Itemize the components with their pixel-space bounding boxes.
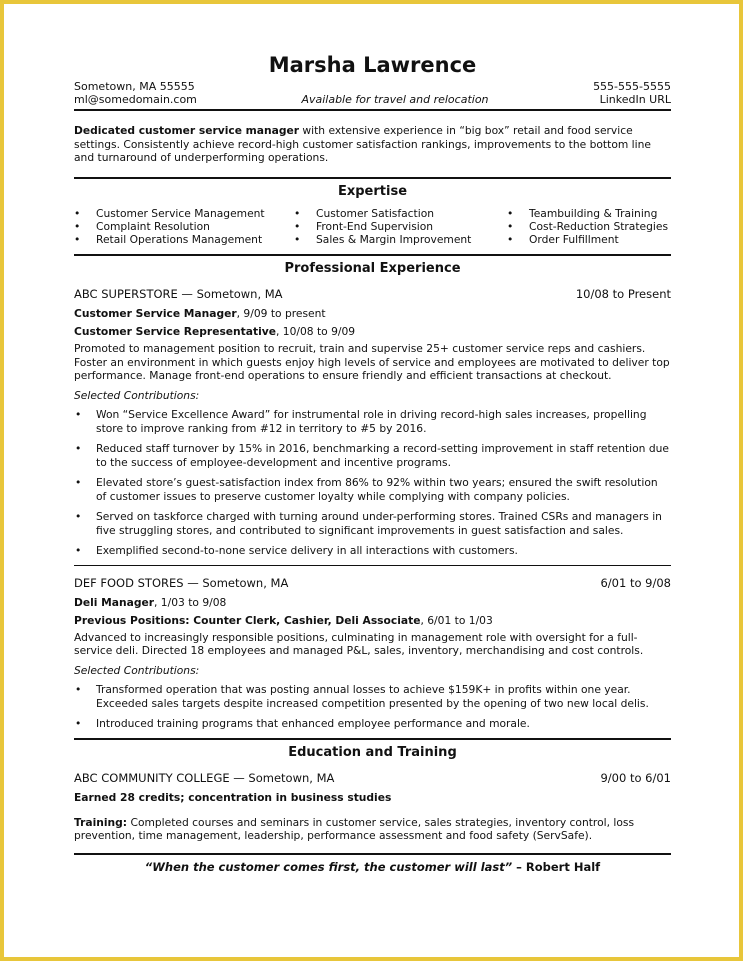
summary bbox=[74, 124, 671, 165]
expertise-list bbox=[74, 207, 671, 247]
training-text: Completed courses and seminars in customer service, sales strategies, inventory control, loss prevention, time management, leadership, performance assessment and food safety (ServSafe). bbox=[74, 815, 635, 843]
expertise-item: • Order Fulfillment bbox=[507, 233, 671, 246]
expertise-item: • Customer Service Management bbox=[74, 207, 294, 220]
selected-contributions-label: Selected Contributions: bbox=[74, 388, 200, 402]
role-dates: , 6/01 to 1/03 bbox=[420, 613, 493, 627]
job-dates: 6/01 to 9/08 bbox=[600, 575, 671, 590]
role-line bbox=[74, 612, 671, 630]
contact-left bbox=[74, 80, 197, 106]
expertise-col-2 bbox=[294, 207, 507, 247]
expertise-item: • Front-End Supervision bbox=[294, 220, 507, 233]
quote-author: – Robert Half bbox=[512, 859, 601, 874]
training-label: Training: bbox=[74, 815, 128, 829]
expertise-divider bbox=[74, 254, 671, 256]
expertise-item: • Retail Operations Management bbox=[74, 233, 294, 246]
credits-line bbox=[74, 789, 671, 807]
expertise-item: • Sales & Margin Improvement bbox=[294, 233, 507, 246]
role-title: Deli Manager bbox=[74, 595, 155, 609]
summary-divider bbox=[74, 177, 671, 179]
training bbox=[74, 816, 671, 843]
role-title: Previous Positions: Counter Clerk, Cashier, Deli Associate bbox=[74, 613, 421, 627]
expertise-item: • Complaint Resolution bbox=[74, 220, 294, 233]
school: ABC COMMUNITY COLLEGE — Sometown, MA bbox=[74, 770, 335, 785]
contribution-item: • Served on taskforce charged with turning around under-performing stores. Trained CSRs and managers in five struggling stores, and contributed to significant improvements in guest satisfaction and sales. bbox=[74, 510, 671, 537]
education-dates: 9/00 to 6/01 bbox=[600, 770, 671, 785]
expertise-item: • Teambuilding & Training bbox=[507, 207, 671, 220]
experience-title: Professional Experience bbox=[284, 261, 461, 277]
job-description: Promoted to management position to recruit, train and supervise 25+ customer service reps and cashiers. Foster an environment in which guests enjoy high levels of service and employees are motivated to deliver top performance. Manage front-end operations to ensure friendly and efficient transactions at checkout. bbox=[74, 342, 670, 383]
job-divider bbox=[74, 565, 671, 566]
expertise-col-3 bbox=[507, 207, 671, 247]
employer: DEF FOOD STORES — Sometown, MA bbox=[74, 575, 289, 590]
job-header bbox=[74, 287, 671, 301]
job-dates: 10/08 to Present bbox=[575, 287, 671, 302]
education-header bbox=[74, 771, 671, 785]
contribution-item: • Introduced training programs that enhanced employee performance and morale. bbox=[74, 717, 671, 731]
experience-divider bbox=[74, 738, 671, 740]
selected-contributions-label: Selected Contributions: bbox=[74, 663, 200, 677]
expertise-item: • Customer Satisfaction bbox=[294, 207, 507, 220]
expertise-item: • Cost-Reduction Strategies bbox=[507, 220, 671, 233]
contact-right bbox=[593, 80, 671, 106]
footer-quote bbox=[74, 860, 671, 874]
role-title: Customer Service Manager bbox=[74, 307, 237, 321]
expertise-title: Expertise bbox=[337, 183, 408, 199]
role-dates: , 10/08 to 9/09 bbox=[275, 325, 356, 339]
role-line bbox=[74, 305, 671, 323]
job-header bbox=[74, 576, 671, 590]
header-divider bbox=[74, 109, 671, 111]
credits: Earned 28 credits; concentration in business studies bbox=[74, 790, 392, 804]
job-description: Advanced to increasingly responsible positions, culminating in management role with oversight for a full-service deli. Directed 18 employees and managed P&L, sales, inventory, merchandising and cost controls. bbox=[74, 630, 644, 658]
contributions-list bbox=[74, 408, 671, 558]
contribution-item: • Transformed operation that was posting annual losses to achieve $159K+ in profits within one year. Exceeded sales targets despite increased competition presented by the opening of two new local delis. bbox=[74, 683, 671, 710]
address: Sometown, MA 55555 bbox=[74, 80, 195, 93]
email: ml@somedomain.com bbox=[74, 93, 197, 106]
contribution-item: • Won “Service Excellence Award” for instrumental role in driving record-high sales increases, propelling store to improve ranking from #12 in territory to #5 by 2016. bbox=[74, 408, 671, 435]
role-dates: , 9/09 to present bbox=[236, 307, 326, 321]
linkedin-url: LinkedIn URL bbox=[599, 93, 671, 106]
contribution-item: • Reduced staff turnover by 15% in 2016, benchmarking a record-setting improvement in staff retention due to the success of employee-development and incentive programs. bbox=[74, 442, 671, 469]
resume-page bbox=[4, 4, 739, 957]
summary-text: with extensive experience in “big box” retail and food service settings. Consistently achieve record-high customer satisfaction rankings, improvements to the bottom line and turnaround of underperforming operations. bbox=[74, 124, 651, 164]
quote-text: “When the customer comes first, the customer will last” bbox=[144, 859, 513, 874]
contributions-list bbox=[74, 683, 671, 731]
role-dates: , 1/03 to 9/08 bbox=[154, 595, 227, 609]
phone: 555-555-5555 bbox=[593, 80, 671, 93]
availability-note: Available for travel and relocation bbox=[301, 93, 489, 106]
candidate-name: Marsha Lawrence bbox=[268, 53, 477, 77]
contribution-item: • Elevated store’s guest-satisfaction index from 86% to 92% within two years; ensured the swift resolution of customer issues to preserve customer loyalty while complying with company policies. bbox=[74, 476, 671, 503]
expertise-col-1 bbox=[74, 207, 294, 247]
summary-lead: Dedicated customer service manager bbox=[74, 124, 299, 137]
contact-block bbox=[74, 80, 671, 106]
employer: ABC SUPERSTORE — Sometown, MA bbox=[74, 287, 283, 302]
footer-divider bbox=[74, 853, 671, 855]
role-line bbox=[74, 594, 671, 612]
contribution-item: • Exemplified second-to-none service delivery in all interactions with customers. bbox=[74, 544, 671, 558]
role-line bbox=[74, 323, 671, 341]
role-title: Customer Service Representative bbox=[74, 325, 276, 339]
education-title: Education and Training bbox=[288, 744, 457, 760]
